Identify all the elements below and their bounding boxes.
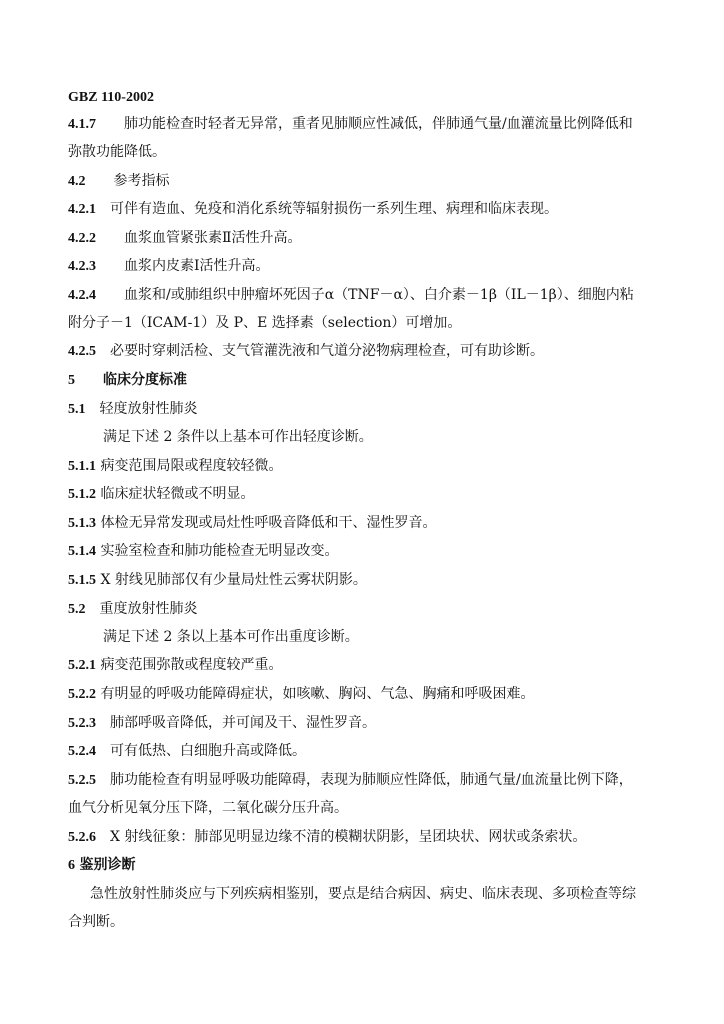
clause-number: 4.2.2: [68, 231, 96, 246]
clause-4-1-7: [68, 115, 664, 134]
clause-5-2-3: [68, 714, 664, 733]
clause-number: 5.1.3: [68, 516, 96, 531]
clause-text: 血浆血管紧张素Ⅱ活性升高。: [124, 230, 302, 246]
paragraph-line: [68, 799, 664, 817]
paragraph-line: [68, 314, 664, 332]
clause-5-2-4: [68, 742, 664, 761]
clause-text: 参考指标: [113, 173, 170, 189]
clause-4-2: [68, 172, 664, 191]
clause-text: 弥散功能降低。: [68, 144, 166, 160]
clause-number: 5: [68, 373, 75, 388]
clause-text: X 射线征象：肺部见明显边缘不清的模糊状阴影，呈团块状、网状或条索状。: [110, 829, 587, 845]
clause-4-2-5: [68, 342, 664, 361]
clause-number: 6: [68, 858, 75, 873]
clause-number: 5.2.5: [68, 773, 96, 788]
clause-text: 重度放射性肺炎: [99, 601, 198, 617]
clause-number: 5.2.6: [68, 830, 96, 845]
paragraph-line: [68, 913, 664, 931]
paragraph-line: [90, 885, 664, 903]
clause-text: 实验室检查和肺功能检查无明显改变。: [100, 543, 339, 559]
clause-number: 4.2.1: [68, 202, 96, 217]
clause-number: 4.2.3: [68, 259, 96, 274]
section-heading: 鉴别诊断: [79, 857, 136, 873]
standard-code: GBZ 110-2002: [68, 90, 154, 105]
clause-text: 可有低热、白细胞升高或降低。: [110, 743, 306, 759]
clause-number: 5.2.1: [68, 658, 96, 673]
clause-text: 临床症状轻微或不明显。: [100, 486, 255, 502]
clause-5-1-4: [68, 542, 664, 561]
clause-number: 5.2.3: [68, 716, 96, 731]
section-heading: 临床分度标准: [103, 372, 187, 388]
clause-number: 5.1.2: [68, 487, 96, 502]
doc-header: [68, 88, 664, 107]
clause-number: 4.2: [68, 174, 86, 189]
clause-number: 4.1.7: [68, 117, 96, 132]
clause-text: 合判断。: [68, 914, 124, 930]
clause-number: 5.1: [68, 402, 86, 417]
clause-text: 肺功能检查时轻者无异常，重者见肺顺应性减低，伴肺通气量/血灌流量比例降低和: [124, 116, 633, 132]
clause-4-2-4: [68, 286, 664, 305]
clause-5-2-1: [68, 656, 664, 675]
clause-number: 5.2.4: [68, 744, 96, 759]
clause-5-1-3: [68, 514, 664, 533]
clause-number: 5.1.1: [68, 459, 96, 474]
clause-text: 有明显的呼吸功能障碍症状，如咳嗽、胸闷、气急、胸痛和呼吸困难。: [100, 686, 535, 702]
paragraph-line: [103, 428, 664, 446]
clause-number: 5.2.2: [68, 687, 96, 702]
clause-text: 附分子－1（ICAM-1）及 P、E 选择素（selection）可增加。: [68, 315, 462, 331]
clause-text: 急性放射性肺炎应与下列疾病相鉴别，要点是结合病因、病史、临床表现、多项检查等综: [90, 886, 636, 902]
clause-number: 5.1.4: [68, 544, 96, 559]
clause-text: 肺功能检查有明显呼吸功能障碍，表现为肺顺应性降低，肺通气量/血流量比例下降，: [110, 772, 633, 788]
clause-number: 4.2.4: [68, 288, 96, 303]
paragraph-line: [103, 628, 664, 646]
clause-text: 可伴有造血、免疫和消化系统等辐射损伤一系列生理、病理和临床表现。: [110, 201, 558, 217]
clause-6: [68, 856, 664, 875]
clause-text: 轻度放射性肺炎: [99, 401, 198, 417]
clause-5-2-2: [68, 685, 664, 704]
clause-5-1-2: [68, 485, 664, 504]
clause-4-2-3: [68, 257, 664, 276]
clause-text: 满足下述 2 条以上基本可作出重度诊断。: [103, 629, 359, 645]
clause-4-2-1: [68, 200, 664, 219]
clause-text: 血气分析见氧分压下降，二氧化碳分压升高。: [68, 800, 348, 816]
clause-text: 必要时穿刺活检、支气管灌洗液和气道分泌物病理检查，可有助诊断。: [110, 343, 544, 359]
clause-number: 5.1.5: [68, 573, 96, 588]
clause-text: 血浆和/或肺组织中肿瘤坏死因子α（TNF－α）、白介素－1β（IL－1β）、细胞内粘: [124, 287, 634, 303]
clause-5-1: [68, 400, 664, 419]
clause-5-2-6: [68, 828, 664, 847]
clause-text: 病变范围局限或程度较轻微。: [100, 458, 283, 474]
clause-5-1-1: [68, 457, 664, 476]
clause-5-1-5: [68, 571, 664, 590]
clause-number: 4.2.5: [68, 344, 96, 359]
clause-4-2-2: [68, 229, 664, 248]
clause-5: [68, 371, 664, 390]
clause-text: X 射线见肺部仅有少量局灶性云雾状阴影。: [100, 572, 367, 588]
clause-text: 满足下述 2 条件以上基本可作出轻度诊断。: [103, 429, 373, 445]
clause-5-2: [68, 600, 664, 619]
clause-number: 5.2: [68, 602, 86, 617]
clause-text: 体检无异常发现或局灶性呼吸音降低和干、湿性罗音。: [100, 515, 437, 531]
paragraph-line: [68, 143, 664, 161]
clause-text: 肺部呼吸音降低，并可闻及干、湿性罗音。: [110, 715, 376, 731]
clause-5-2-5: [68, 771, 664, 790]
clause-text: 血浆内皮素Ⅰ活性升高。: [124, 258, 270, 274]
clause-text: 病变范围弥散或程度较严重。: [100, 657, 283, 673]
